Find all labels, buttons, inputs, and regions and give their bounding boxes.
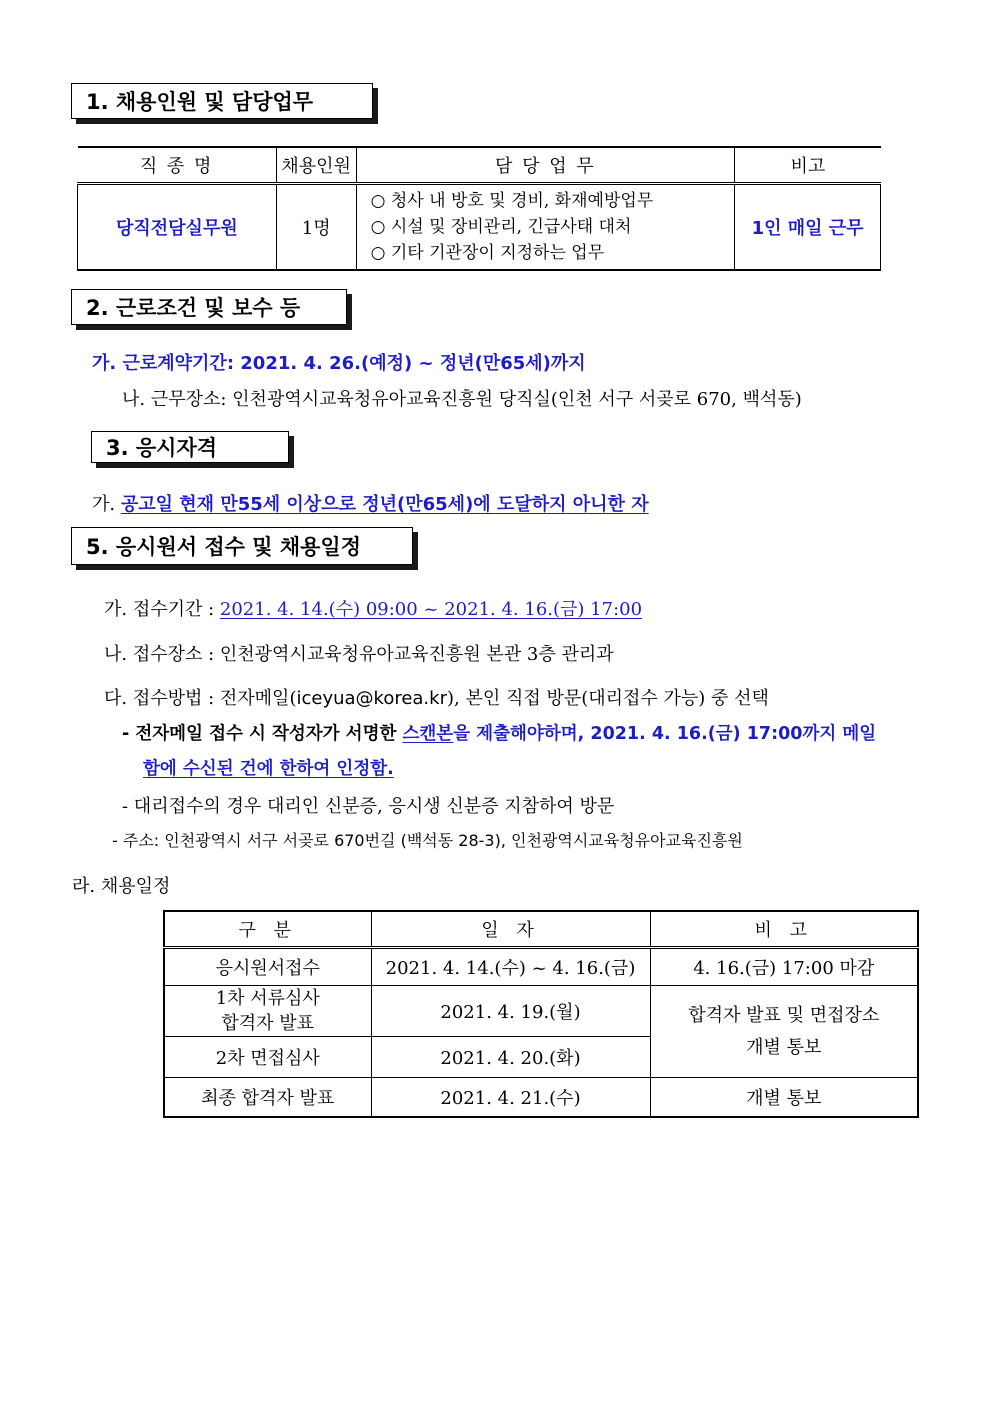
staffing-table-header [78, 147, 881, 184]
work-note: 1인 매일 근무 [735, 185, 881, 270]
table-row [164, 1078, 918, 1117]
duties-cell [356, 185, 735, 270]
duty-item: ○ 시설 및 장비관리, 긴급사태 대처 [370, 217, 632, 237]
application-method [104, 684, 769, 710]
contract-period: 가. 근로계약기간: 2021. 4. 26.(예정) ~ 정년(만65세)까지 [92, 353, 586, 374]
section-5-title: 5. 응시원서 접수 및 채용일정 [86, 535, 361, 559]
section-2-header [71, 289, 347, 325]
remark [650, 986, 918, 1078]
header-stage: 구 분 [164, 911, 371, 948]
table-row [164, 986, 918, 1037]
period-value: 2021. 4. 14.(수) 09:00 ~ 2021. 4. 16.(금) 17:00 [219, 599, 643, 620]
section-3-header [91, 431, 289, 463]
section-1-header [71, 83, 373, 119]
date: 2021. 4. 20.(화) [371, 1037, 650, 1078]
section-2-title: 2. 근로조건 및 보수 등 [86, 296, 301, 320]
date: 2021. 4. 21.(수) [371, 1078, 650, 1117]
email-note-1b: 스캔본 [402, 724, 454, 744]
hire-count: 1명 [276, 185, 356, 270]
remark: 4. 16.(금) 17:00 마감 [650, 948, 918, 986]
duty-item: ○ 기타 기관장이 지정하는 업무 [370, 243, 605, 263]
stage-line-2: 합격자 발표 [221, 1013, 315, 1034]
application-place: 나. 접수장소 : 인천광역시교육청유아교육진흥원 본관 3층 관리과 [104, 644, 614, 665]
proxy-note: - 대리접수의 경우 대리인 신분증, 응시생 신분증 지참하여 방문 [122, 796, 615, 817]
email-note-line-2: 함에 수신된 건에 한하여 인정함. [143, 759, 394, 779]
email-note-1c: 을 제출해야하며, 2021. 4. 16.(금) 17:00까지 메일 [453, 724, 877, 744]
staffing-table [77, 146, 881, 271]
header-remark: 비 고 [650, 911, 918, 948]
qualification-text: 공고일 현재 만55세 이상으로 정년(만65세)에 도달하지 아니한 자 [120, 494, 649, 515]
address: - 주소: 인천광역시 서구 서곶로 670번길 (백석동 28-3), 인천광역시교육청유아교육진흥원 [112, 831, 743, 850]
header-date: 일 자 [371, 911, 650, 948]
email-note-line-1 [122, 720, 876, 745]
qualification [92, 490, 649, 516]
remark-line-2: 개별 통보 [746, 1036, 822, 1058]
method-pre: 다. 접수방법 : 전자메일( [104, 688, 297, 709]
work-place: 나. 근무장소: 인천광역시교육청유아교육진흥원 당직실(인천 서구 서곶로 670, 백석동) [122, 389, 802, 410]
stage: 2차 면접심사 [164, 1037, 371, 1078]
section-1-title: 1. 채용인원 및 담당업무 [86, 90, 314, 114]
section-5-header [71, 527, 413, 565]
email-note-1a: - 전자메일 접수 시 작성자가 서명한 [122, 724, 403, 744]
schedule-label: 라. 채용일정 [72, 876, 171, 897]
qualification-prefix: 가. [92, 494, 116, 515]
stage: 응시원서접수 [164, 948, 371, 986]
header-job: 직 종 명 [78, 147, 277, 184]
duty-item: ○ 청사 내 방호 및 경비, 화재예방업무 [370, 191, 654, 211]
date: 2021. 4. 19.(월) [371, 986, 650, 1037]
remark: 개별 통보 [650, 1078, 918, 1117]
date: 2021. 4. 14.(수) ~ 4. 16.(금) [371, 948, 650, 986]
stage: 최종 합격자 발표 [164, 1078, 371, 1117]
job-title: 당직전담실무원 [78, 185, 277, 270]
period-label: 가. 접수기간 : [104, 599, 215, 620]
remark-line-1: 합격자 발표 및 면접장소 [688, 1004, 880, 1026]
table-row [164, 948, 918, 986]
application-period [104, 595, 642, 621]
schedule-table [163, 910, 919, 1118]
schedule-table-header [164, 911, 918, 948]
stage [164, 986, 371, 1037]
method-email: iceyua@korea.kr [296, 688, 447, 709]
section-3-title: 3. 응시자격 [106, 436, 218, 460]
header-note: 비고 [735, 147, 881, 184]
method-post: ), 본인 직접 방문(대리접수 가능) 중 선택 [446, 688, 769, 709]
header-count: 채용인원 [276, 147, 356, 184]
table-row [78, 185, 881, 270]
stage-line-1: 1차 서류심사 [215, 988, 320, 1009]
header-duties: 담 당 업 무 [356, 147, 735, 184]
